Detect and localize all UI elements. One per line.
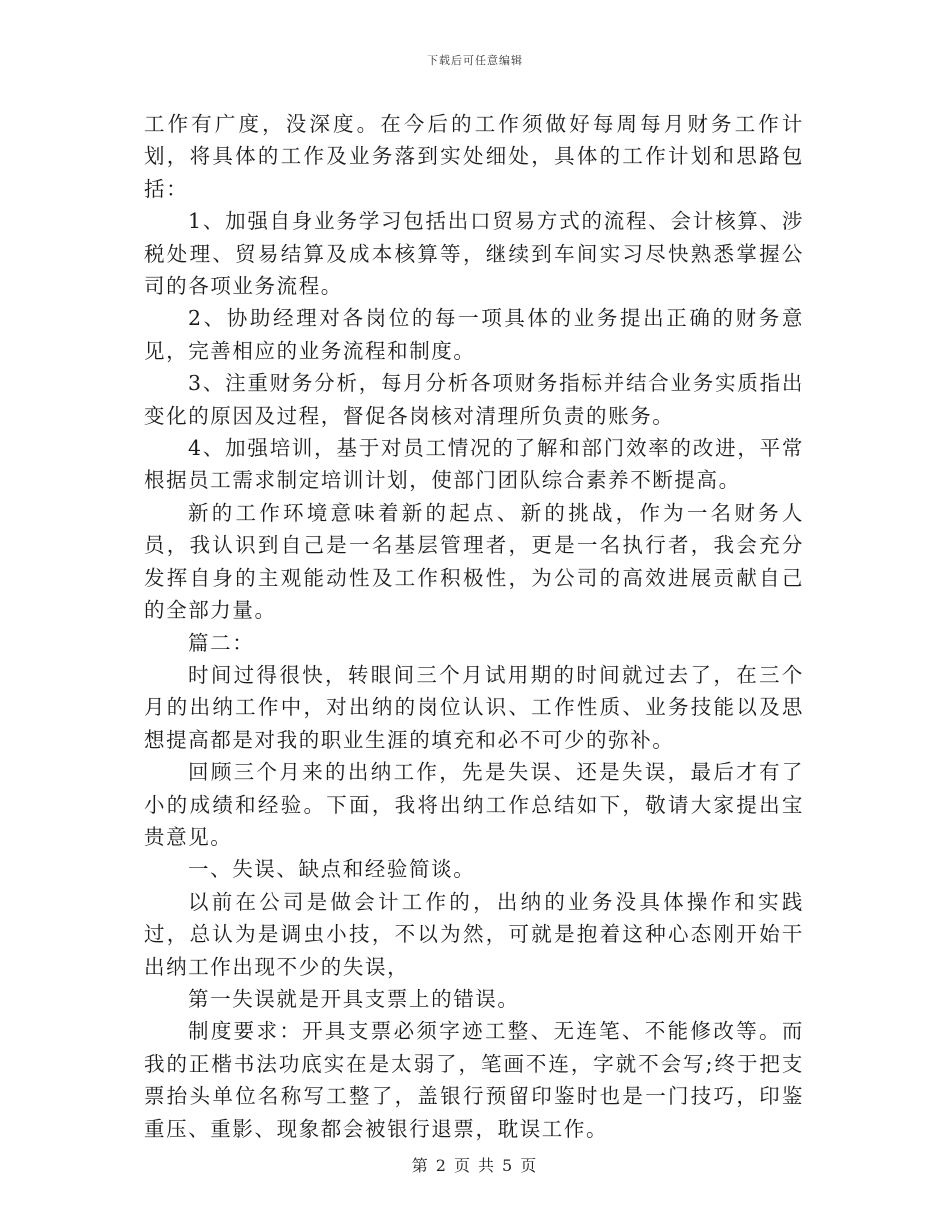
paragraph: 2、协助经理对各岗位的每一项具体的业务提出正确的财务意见，完善相应的业务流程和制度。 bbox=[144, 306, 804, 363]
paragraph: 工作有广度，没深度。在今后的工作须做好每周每月财务工作计划，将具体的工作及业务落到实处细处，具体的工作计划和思路包括： bbox=[144, 112, 804, 201]
page-unit: 页 bbox=[453, 1156, 472, 1175]
total-prefix: 共 bbox=[478, 1156, 497, 1175]
current-page-number: 2 bbox=[435, 1156, 448, 1175]
paragraph: 回顾三个月来的出纳工作，先是失误、还是失误，最后才有了小的成绩和经验。下面，我将出纳工作总结如下，敬请大家提出宝贵意见。 bbox=[144, 760, 804, 849]
section-heading: 篇二： bbox=[188, 630, 255, 655]
total-page-count: 5 bbox=[502, 1156, 515, 1175]
paragraph: 以前在公司是做会计工作的，出纳的业务没具体操作和实践过，总认为是调虫小技，不以为然，可就是抱着这种心态刚开始干出纳工作出现不少的失误， bbox=[144, 889, 804, 979]
subsection-heading: 一、失误、缺点和经验简谈。 bbox=[188, 857, 476, 882]
total-unit: 页 bbox=[520, 1156, 539, 1175]
page-prefix: 第 bbox=[411, 1156, 430, 1175]
paragraph: 1、加强自身业务学习包括出口贸易方式的流程、会计核算、涉税处理、贸易结算及成本核算等，继续到车间实习尽快熟悉掌握公司的各项业务流程。 bbox=[144, 209, 804, 299]
page-header-note: 下载后可任意编辑 bbox=[427, 54, 523, 67]
paragraph: 3、注重财务分析，每月分析各项财务指标并结合业务实质指出变化的原因及过程，督促各岗核对清理所负责的账务。 bbox=[144, 371, 804, 428]
document-body bbox=[144, 108, 804, 1145]
paragraph: 时间过得很快，转眼间三个月试用期的时间就过去了，在三个月的出纳工作中，对出纳的岗位认识、工作性质、业务技能以及思想提高都是对我的职业生涯的填充和必不可少的弥补。 bbox=[144, 662, 804, 752]
paragraph: 新的工作环境意味着新的起点、新的挑战，作为一名财务人员，我认识到自己是一名基层管理者，更是一名执行者，我会充分发挥自身的主观能动性及工作积极性，为公司的高效进展贡献自己的全部力量。 bbox=[144, 500, 804, 623]
paragraph: 4、加强培训，基于对员工情况的了解和部门效率的改进，平常根据员工需求制定培训计划，使部门团队综合素养不断提高。 bbox=[144, 436, 804, 493]
page-footer bbox=[0, 1153, 950, 1176]
paragraph: 制度要求：开具支票必须字迹工整、无连笔、不能修改等。而我的正楷书法功底实在是太弱了，笔画不连，字就不会写;终于把支票抬头单位名称写工整了，盖银行预留印鉴时也是一门技巧，印鉴重压、重影、现象都会被银行退票，耽误工作。 bbox=[144, 1019, 804, 1141]
paragraph: 第一失误就是开具支票上的错误。 bbox=[188, 986, 520, 1011]
